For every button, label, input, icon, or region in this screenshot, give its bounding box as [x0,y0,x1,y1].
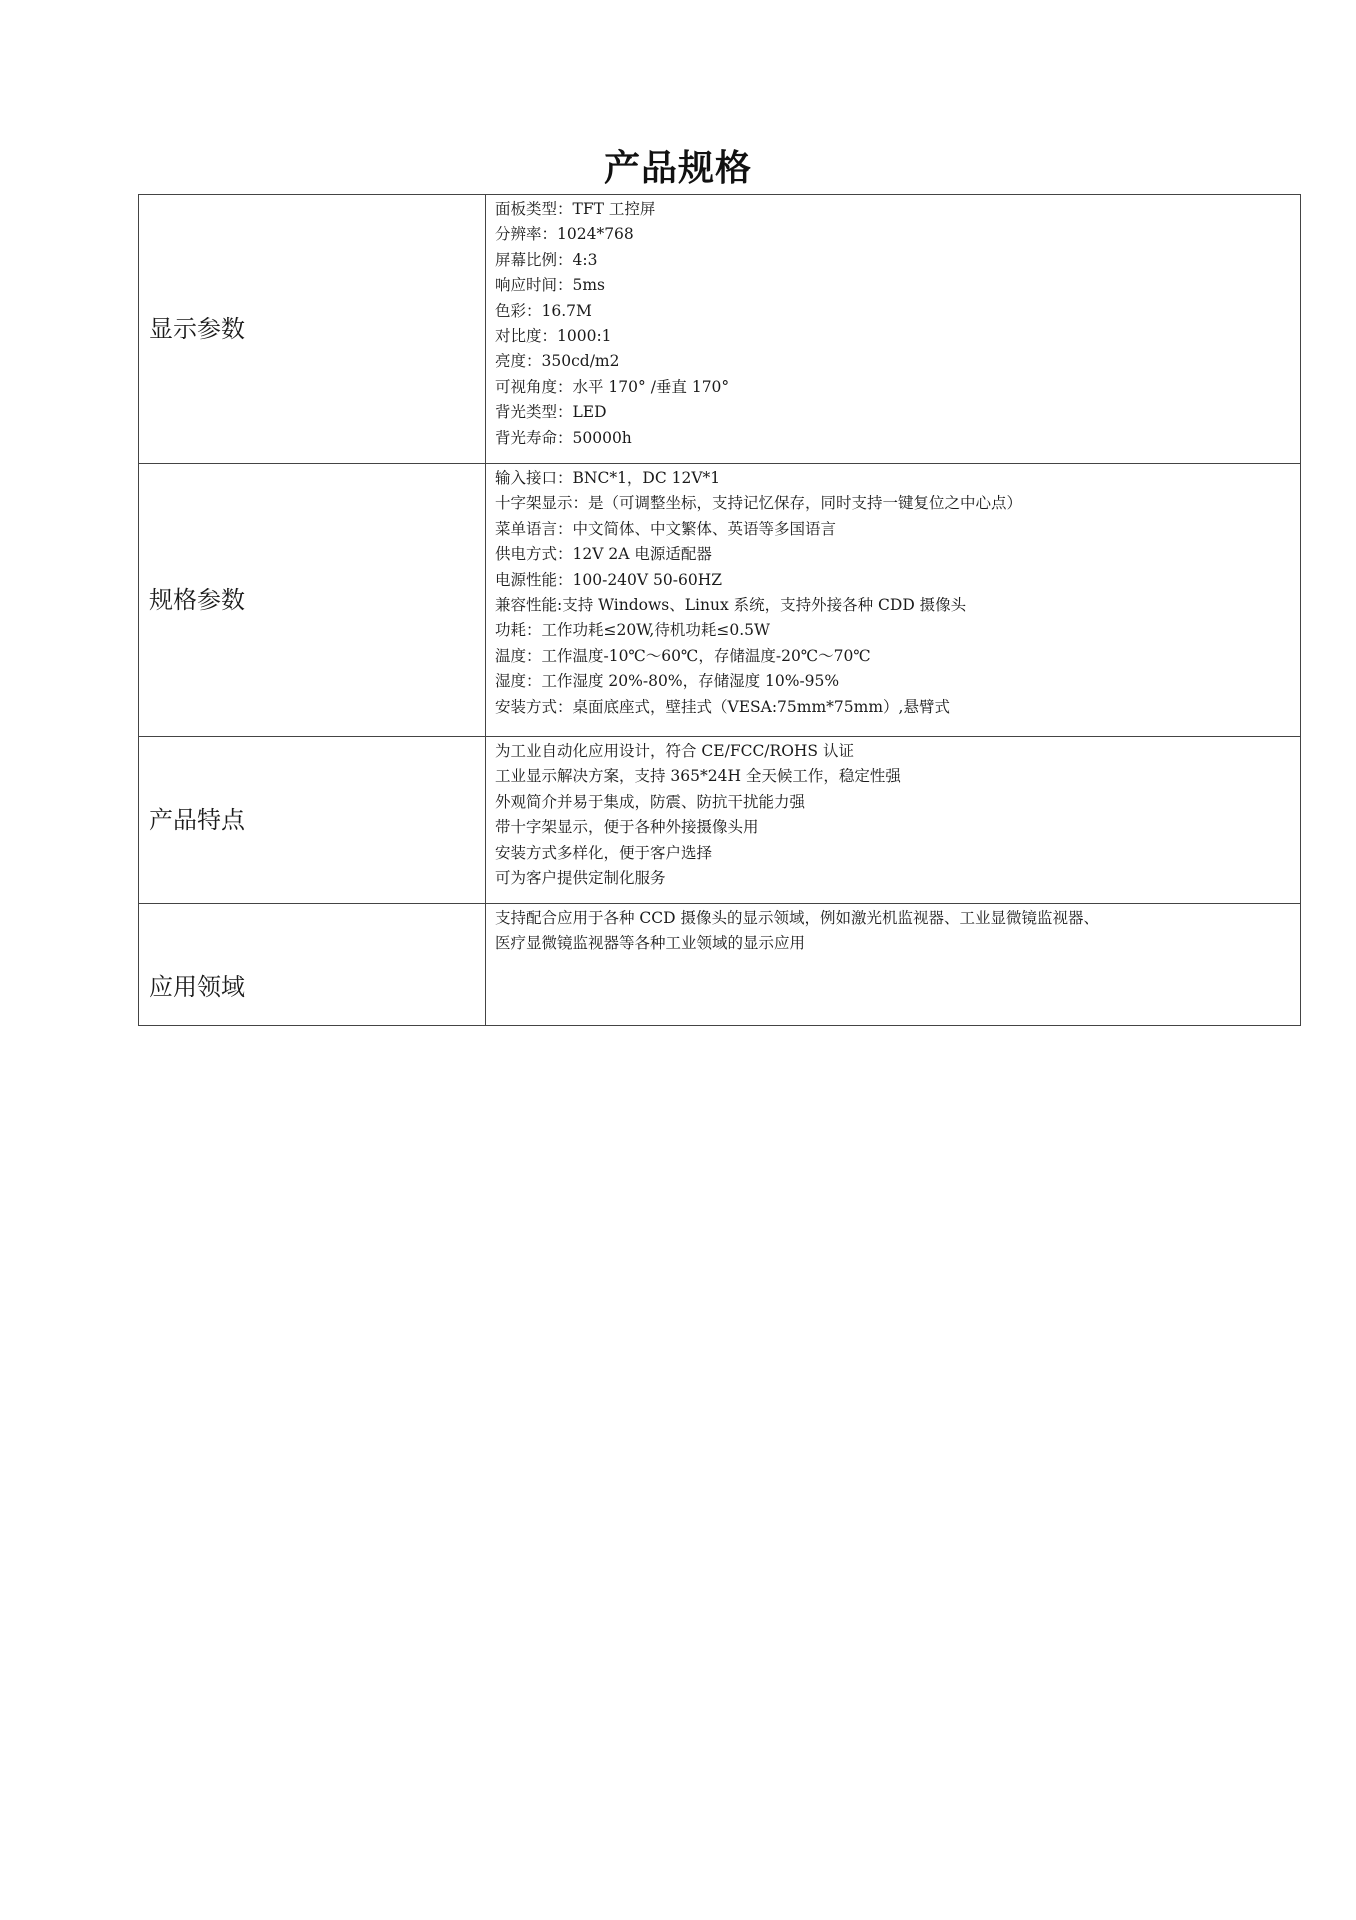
page-title: 产品规格 [603,147,752,189]
spec-line: 屏幕比例：4:3 [495,250,598,269]
spec-line: 功耗：工作功耗≤20W,待机功耗≤0.5W [495,621,770,640]
spec-line: 兼容性能:支持 Windows、Linux 系统，支持外接各种 CDD 摄像头 [495,596,967,615]
table-row [139,904,1301,1026]
row-label: 应用领域 [149,973,245,1001]
spec-line: 供电方式：12V 2A 电源适配器 [495,545,712,564]
spec-line: 可视角度：水平 170° /垂直 170° [495,377,730,396]
row-content-cell [486,904,1301,1026]
spec-line: 菜单语言：中文简体、中文繁体、英语等多国语言 [495,519,837,538]
spec-line: 外观简介并易于集成，防震、防抗干扰能力强 [495,792,806,811]
row-content-cell [486,737,1301,904]
spec-line: 带十字架显示，便于各种外接摄像头用 [495,818,759,837]
spec-line: 十字架显示：是（可调整坐标，支持记忆保存，同时支持一键复位之中心点） [495,494,1023,513]
spec-table [138,194,1301,1026]
spec-line: 工业显示解决方案，支持 365*24H 全天候工作，稳定性强 [495,767,901,786]
row-label-cell [139,464,486,737]
row-label: 显示参数 [149,315,245,343]
spec-line: 分辨率：1024*768 [495,225,634,244]
row-label-cell [139,904,486,1026]
spec-line: 电源性能：100-240V 50-60HZ [495,570,722,589]
spec-line: 为工业自动化应用设计，符合 CE/FCC/ROHS 认证 [495,742,854,760]
table-row [139,464,1301,737]
row-label: 规格参数 [149,586,245,614]
spec-line: 支持配合应用于各种 CCD 摄像头的显示领域，例如激光机监视器、工业显微镜监视器、 [495,909,1100,927]
spec-line: 安装方式：桌面底座式，壁挂式（VESA:75mm*75mm）,悬臂式 [495,697,950,716]
table-row [139,195,1301,464]
row-content-cell [486,464,1301,737]
spec-line: 可为客户提供定制化服务 [495,869,666,888]
spec-line: 响应时间：5ms [495,276,606,295]
row-content-cell [486,195,1301,464]
spec-line: 色彩：16.7M [495,301,592,320]
spec-line: 医疗显微镜监视器等各种工业领域的显示应用 [495,934,806,953]
row-label-cell [139,737,486,904]
spec-line: 背光寿命：50000h [495,428,632,447]
spec-line: 背光类型：LED [495,403,607,422]
spec-line: 对比度：1000:1 [495,327,612,346]
spec-line: 湿度：工作湿度 20%-80%，存储湿度 10%-95% [495,672,840,691]
row-label-cell [139,195,486,464]
table-row [139,737,1301,904]
spec-line: 安装方式多样化，便于客户选择 [495,843,713,862]
spec-line: 面板类型：TFT 工控屏 [495,200,656,218]
spec-line: 亮度：350cd/m2 [495,352,620,371]
spec-line: 输入接口：BNC*1，DC 12V*1 [495,469,721,487]
row-label: 产品特点 [149,806,245,834]
spec-line: 温度：工作温度-10℃～60℃，存储温度-20℃～70℃ [495,646,871,665]
